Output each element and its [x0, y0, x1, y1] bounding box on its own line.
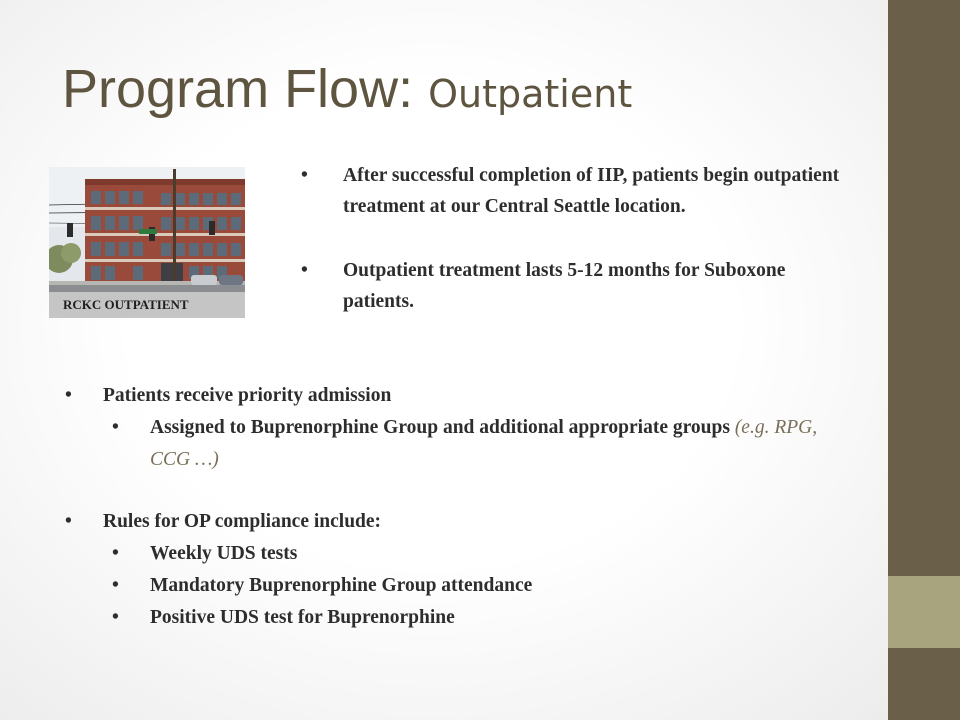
- bullet-item: • After successful completion of IIP, patients begin outpatient treatment at our Central Seattle location.: [343, 160, 843, 222]
- bullet-priority-admission: • Patients receive priority admission: [103, 380, 843, 412]
- bullet-group-assignment: [150, 412, 843, 476]
- bullet-item: • Outpatient treatment lasts 5-12 months for Suboxone patients.: [343, 255, 843, 317]
- side-accent-block: [888, 576, 960, 648]
- bullet-weekly-uds: • Weekly UDS tests: [150, 538, 843, 570]
- bottom-bullet-list: [103, 380, 843, 634]
- bullet-group-examples: (e.g. RPG, CCG …): [150, 417, 818, 470]
- slide-title: [62, 58, 632, 120]
- right-bullet-list: [343, 160, 843, 350]
- building-photo: [49, 167, 245, 318]
- bullet-positive-uds: • Positive UDS test for Buprenorphine: [150, 602, 843, 634]
- photo-caption: RCKC OUTPATIENT: [49, 292, 245, 318]
- title-sub: Outpatient: [428, 72, 633, 116]
- bullet-compliance-rules: • Rules for OP compliance include:: [103, 506, 843, 538]
- title-main: Program Flow:: [62, 59, 429, 119]
- bullet-group-assignment-text: Assigned to Buprenorphine Group and additional appropriate groups: [150, 417, 735, 438]
- bullet-group-attendance: • Mandatory Buprenorphine Group attendance: [150, 570, 843, 602]
